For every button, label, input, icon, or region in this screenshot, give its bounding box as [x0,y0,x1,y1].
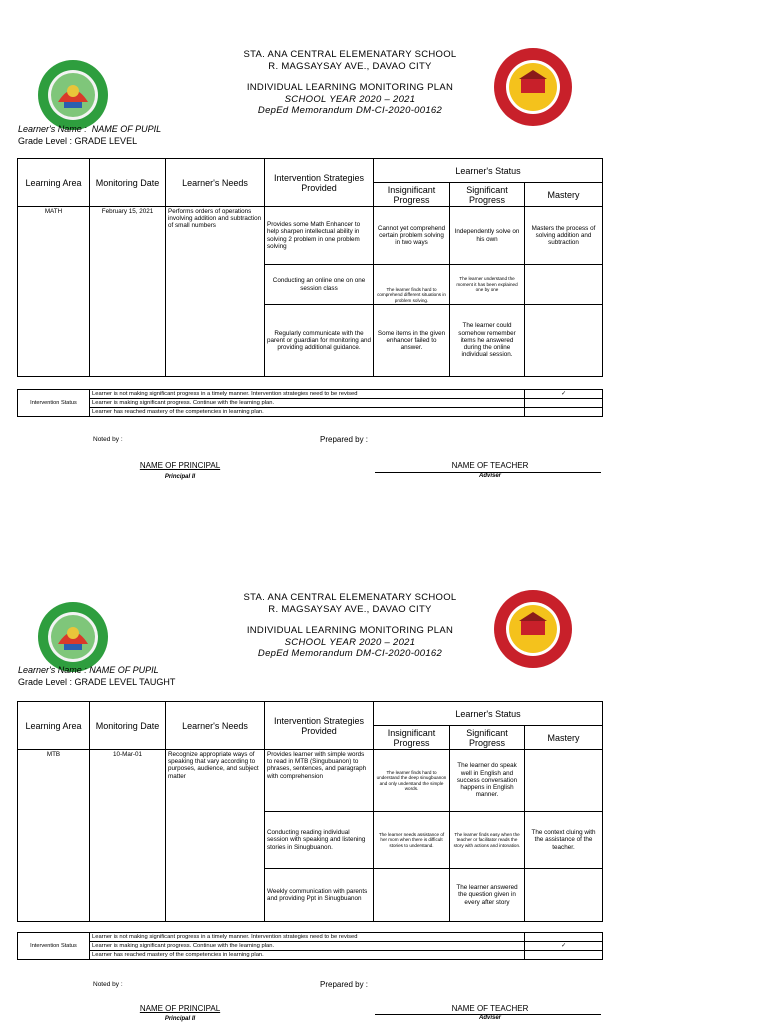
strategy-cell: Weekly communication with parents and providing Ppt in Sinugbuanon [265,869,374,922]
noted-by-label: Noted by : [93,436,123,443]
intervention-status-label: Intervention Status [18,933,90,960]
learner-info [18,123,161,147]
col-monitoring-date: Monitoring Date [90,159,166,207]
school-name: STA. ANA CENTRAL ELEMENATARY SCHOOL [243,592,457,603]
significant-cell: The learner finds easy when the teacher or facilitator reads the story with actions and intonation. [450,812,525,869]
col-mastery: Mastery [525,183,603,207]
status-check-not-progressing[interactable]: ✓ [525,390,603,399]
plan-title: INDIVIDUAL LEARNING MONITORING PLAN [246,625,454,636]
col-learning-area: Learning Area [18,159,90,207]
learner-name-label: Learner's Name : [18,124,87,134]
insignificant-cell: The learner finds hard to comprehend different situations in problem solving. [374,265,450,305]
status-option-progressing: Learner is making significant progress. Continue with the learning plan. [90,942,525,951]
col-significant-progress: Significant Progress [450,726,525,750]
status-option-mastery: Learner has reached mastery of the competencies in learning plan. [90,408,525,417]
insignificant-cell: Some items in the given enhancer failed to answer. [374,305,450,377]
significant-cell: The learner do speak well in English and success conversation happens in English manner. [450,750,525,812]
principal-title: Principal II [164,1016,196,1022]
form-header [150,592,550,660]
school-address: R. MAGSAYSAY AVE., DAVAO CITY [268,60,432,72]
school-year: SCHOOL YEAR 2020 – 2021 [284,636,416,648]
mastery-cell [525,305,603,377]
principal-title: Principal II [164,474,196,480]
form-header [150,49,550,117]
status-option-not-progressing: Learner is not making significant progress in a timely manner. Intervention strategies need to be revised [90,933,525,942]
col-insignificant-progress: Insignificant Progress [374,183,450,207]
status-check-progressing[interactable]: ✓ [525,942,603,951]
mastery-cell [525,265,603,305]
mastery-cell: The context cluing with the assistance of the teacher. [525,812,603,869]
col-monitoring-date: Monitoring Date [90,702,166,750]
intervention-status-label: Intervention Status [18,390,90,417]
teacher-name: NAME OF TEACHER [451,461,529,470]
school-name: STA. ANA CENTRAL ELEMENATARY SCHOOL [243,49,457,60]
intervention-status-table [17,389,603,417]
col-insignificant-progress: Insignificant Progress [374,726,450,750]
grade-level-label: Grade Level : [18,677,73,687]
learner-name-value: NAME OF PUPIL [89,665,159,675]
status-check-progressing[interactable] [525,399,603,408]
strategy-cell: Provides some Math Enhancer to help sharpen intellectual ability in solving 2 problem in one problem solving [265,207,374,265]
mastery-cell: Masters the process of solving addition and subtraction [525,207,603,265]
strategy-cell: Provides learner with simple words to read in MTB (Singubuanon) to phrases, sentences, and paragraph with comprehension [265,750,374,812]
insignificant-cell: The learner finds hard to understand the deep sinugbuanon and only understand the simple words. [374,750,450,812]
col-learners-status: Learner's Status [374,702,603,726]
learning-area-cell: MTB [18,750,90,922]
principal-name: NAME OF PRINCIPAL [139,1004,221,1013]
insignificant-cell: The learner needs assistance of her mom when there is difficult stories to understand. [374,812,450,869]
monitoring-table [17,158,603,377]
prepared-by-label: Prepared by : [320,435,369,444]
insignificant-cell: Cannot yet comprehend certain problem solving in two ways [374,207,450,265]
learner-name-label: Learner's Name : [18,665,87,675]
learners-needs-cell: Performs orders of operations involving addition and subtraction of small numbers [166,207,265,377]
significant-cell: Independently solve on his own [450,207,525,265]
teacher-title: Adviser [478,1015,501,1021]
monitoring-table [17,701,603,922]
grade-level-label: Grade Level : [18,136,73,146]
grade-level-value: GRADE LEVEL [74,136,138,146]
grade-level-value: GRADE LEVEL TAUGHT [74,677,176,687]
teacher-title: Adviser [478,473,501,479]
school-address: R. MAGSAYSAY AVE., DAVAO CITY [268,603,432,615]
plan-title: INDIVIDUAL LEARNING MONITORING PLAN [246,82,454,93]
significant-cell: The learner understand the moment it has been explained one by one [450,265,525,305]
mastery-cell [525,750,603,812]
col-significant-progress: Significant Progress [450,183,525,207]
col-learning-area: Learning Area [18,702,90,750]
strategy-cell: Regularly communicate with the parent or guardian for monitoring and providing additional guidance. [265,305,374,377]
school-year: SCHOOL YEAR 2020 – 2021 [284,93,416,105]
learner-name-value: NAME OF PUPIL [91,124,162,134]
learner-info [18,664,175,688]
division-seal-logo [36,58,110,132]
teacher-name: NAME OF TEACHER [451,1004,529,1013]
monitoring-date-cell: February 15, 2021 [90,207,166,377]
noted-by-label: Noted by : [93,981,123,988]
insignificant-cell [374,869,450,922]
learners-needs-cell: Recognize appropriate ways of speaking that vary according to purposes, audience, and subject matter [166,750,265,922]
memo-reference: DepEd Memorandum DM-CI-2020-00162 [257,105,443,116]
prepared-by-label: Prepared by : [320,980,369,989]
col-intervention-strategies: Intervention Strategies Provided [265,702,374,750]
intervention-status-table [17,932,603,960]
mastery-cell [525,869,603,922]
status-option-mastery: Learner has reached mastery of the competencies in learning plan. [90,951,525,960]
col-learners-needs: Learner's Needs [166,159,265,207]
division-seal-logo [36,600,110,674]
significant-cell: The learner answered the question given in every after story [450,869,525,922]
col-mastery: Mastery [525,726,603,750]
col-learners-needs: Learner's Needs [166,702,265,750]
monitoring-date-cell: 10-Mar-01 [90,750,166,922]
status-check-not-progressing[interactable] [525,933,603,942]
significant-cell: The learner could somehow remember items he answered during the online individual session. [450,305,525,377]
col-learners-status: Learner's Status [374,159,603,183]
col-intervention-strategies: Intervention Strategies Provided [265,159,374,207]
status-check-mastery[interactable] [525,951,603,960]
strategy-cell: Conducting reading individual session with speaking and listening stories in Sinugbuanon. [265,812,374,869]
memo-reference: DepEd Memorandum DM-CI-2020-00162 [257,648,443,659]
status-check-mastery[interactable] [525,408,603,417]
principal-name: NAME OF PRINCIPAL [139,461,221,470]
status-option-progressing: Learner is making significant progress. Continue with the learning plan. [90,399,525,408]
strategy-cell: Conducting an online one on one session class [265,265,374,305]
learning-area-cell: MATH [18,207,90,377]
status-option-not-progressing: Learner is not making significant progress in a timely manner. Intervention strategies need to be revised [90,390,525,399]
